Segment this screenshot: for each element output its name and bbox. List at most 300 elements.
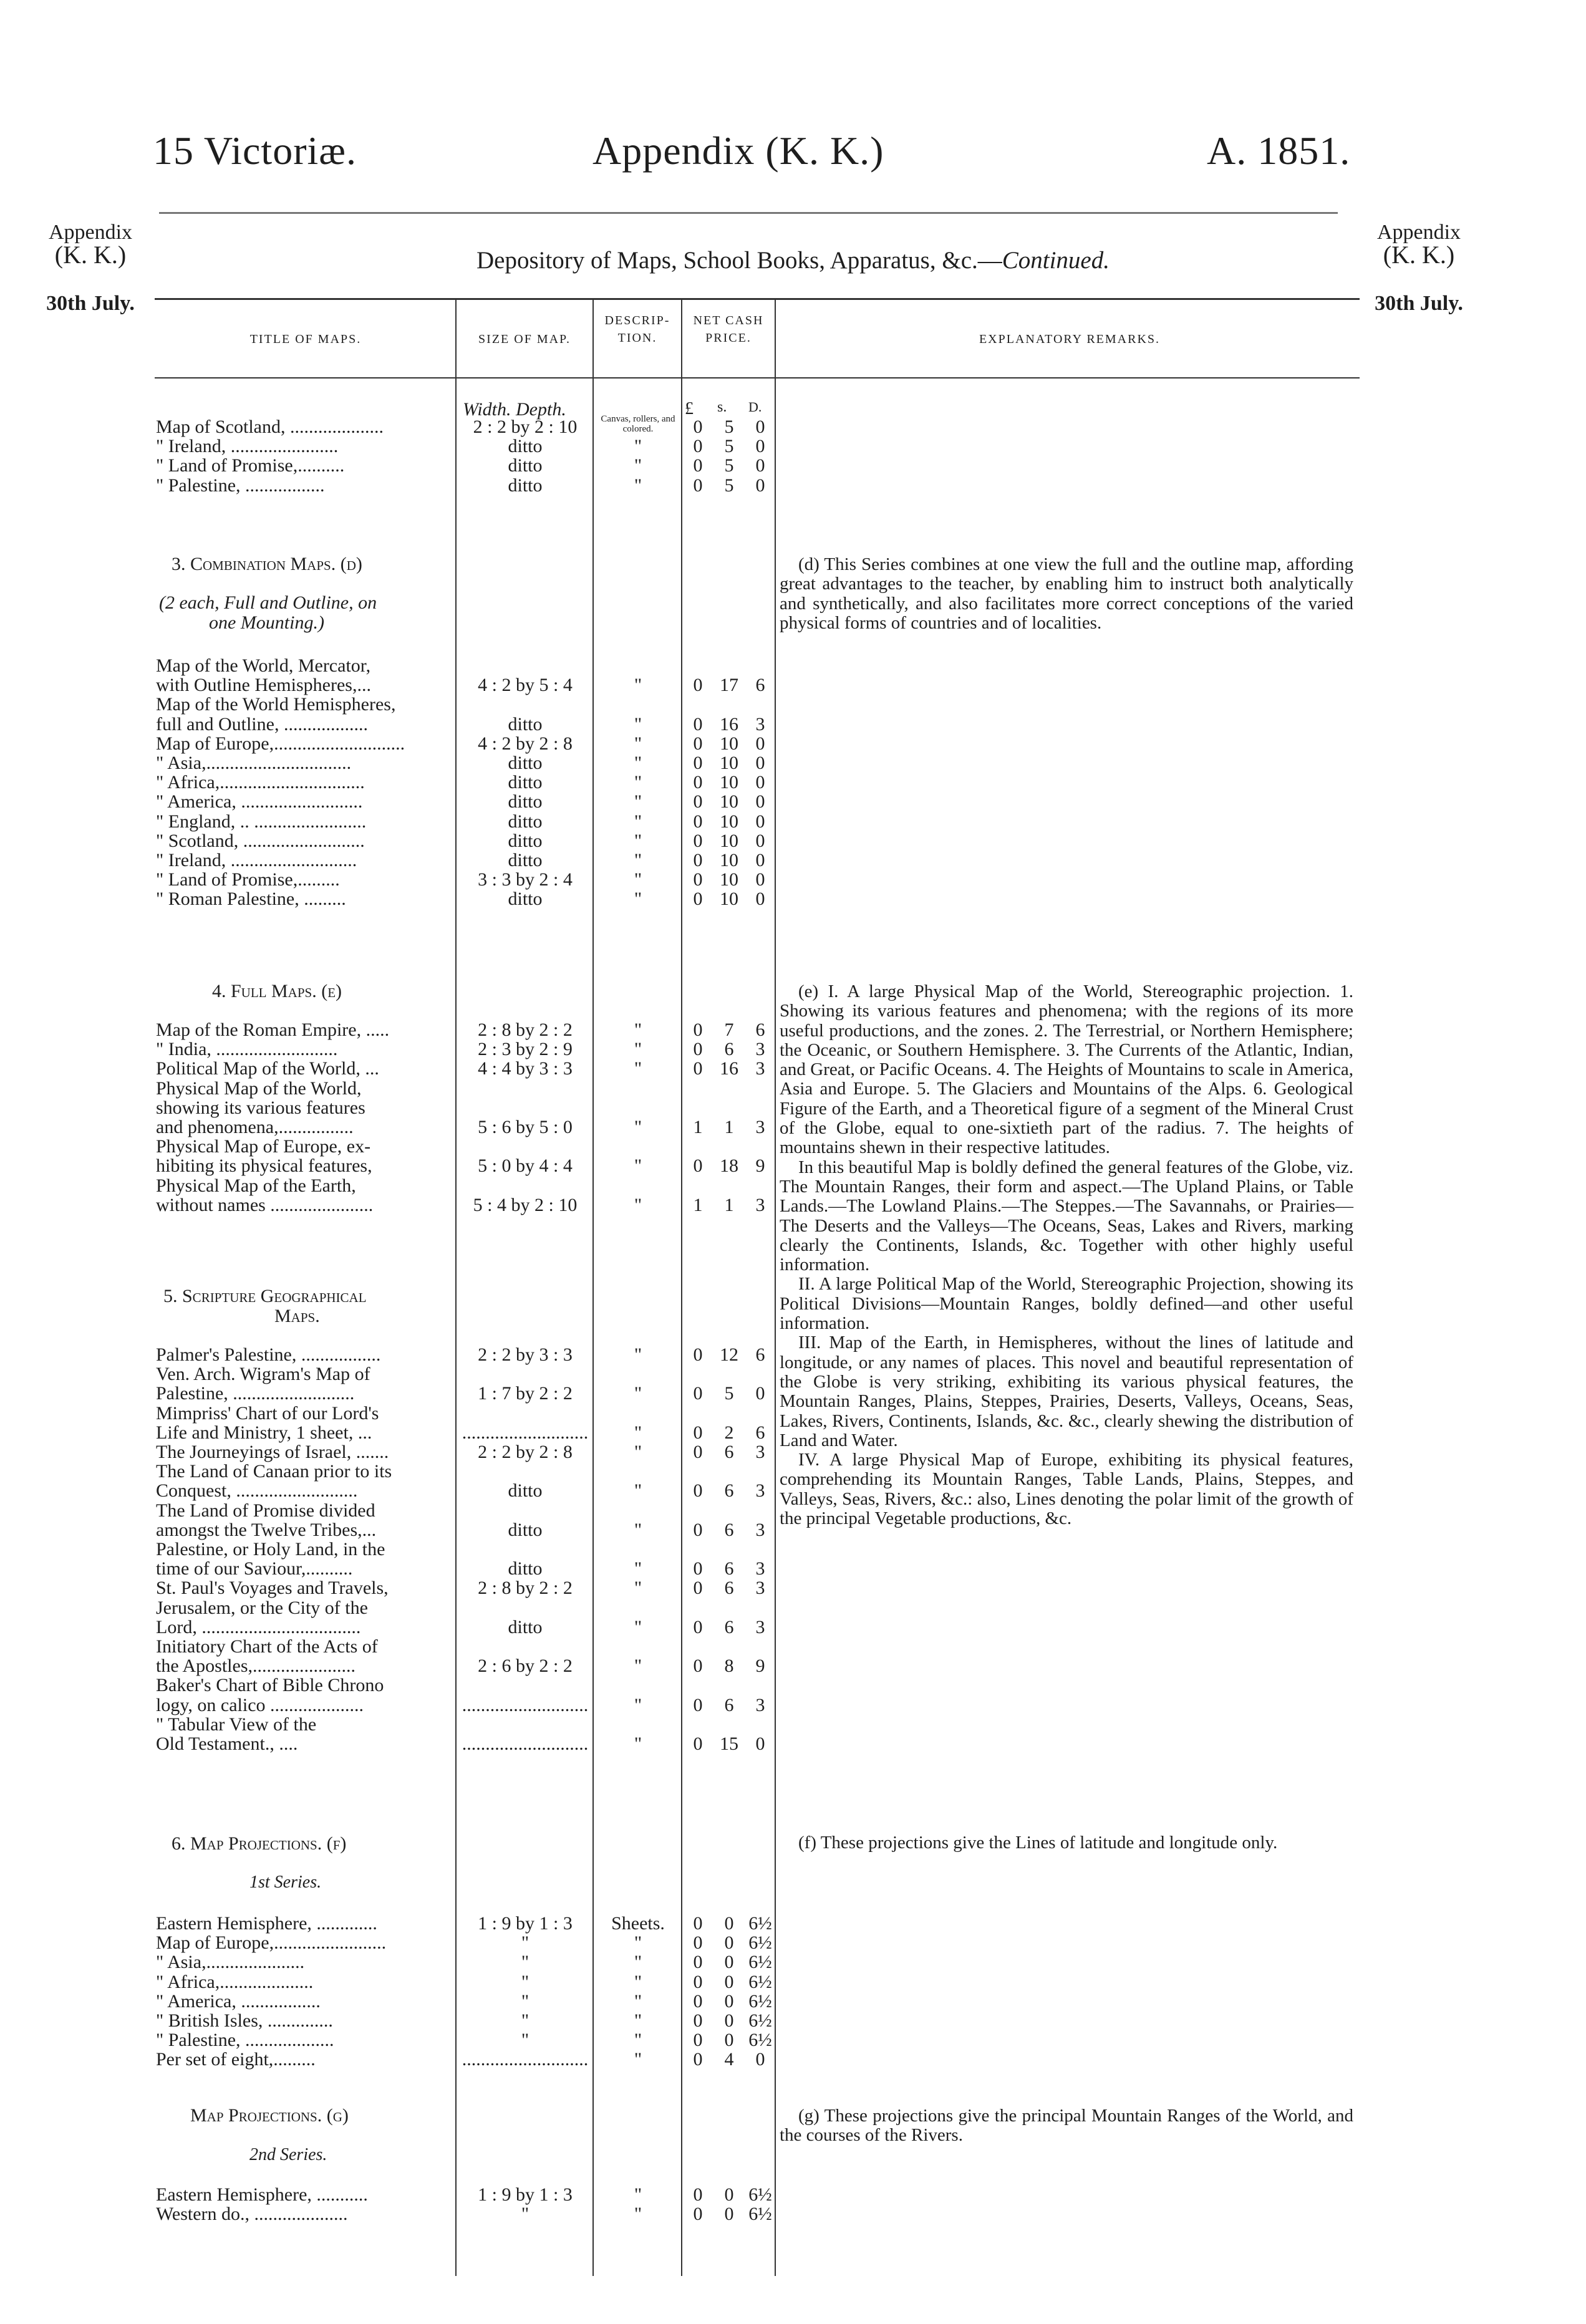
map-description: " <box>634 1442 642 1462</box>
price-pence: 6½ <box>748 1913 772 1934</box>
price-pence: 6 <box>755 1422 765 1443</box>
map-description: " <box>634 1971 642 1992</box>
price-pence: 6½ <box>748 2184 772 2205</box>
remark-e-1: (e) I. A large Physical Map of the World, Stereographic projection. 1. Showing its various features and phenomena; with the regions of its more useful productions, and the zones. 2. The Terrestrial, or Northern Hemisphere; the Oceanic, or Southern Hemisphere. 3. The Currents of the Atlantic, Indian, and Great, or Pacific Oceans. 4. The Heights of Mountains to scale in America, Asia and Europe. 5. The Glaciers and Mountains of the Alps. 6. Geological Figure of the Earth, and a Theoretical figure of a segment of the Mineral Crust of the Globe, equal to one-sixtieth part of the radius. 7. The heights of mountains shewn in their respective latitudes. <box>780 981 1353 1158</box>
map-size: ........................... <box>462 1733 589 1754</box>
price-shillings: 18 <box>720 1155 738 1177</box>
map-size: 5 : 0 by 4 : 4 <box>478 1155 573 1177</box>
remark-e-4: III. Map of the Earth, in Hemispheres, without the lines of latitude and longitude, or any names of places. This novel and beautiful representation of the Globe is very striking, exhibiting its various physical features, the Mountain Ranges, Plains, Steppes, Prairies, Deserts, Valleys, Oceans, Seas, Lakes, Rivers, Continents, Islands, &c. &c., clearly shewing the distribution of Land and Water. <box>780 1333 1353 1450</box>
map-description: " <box>634 889 642 910</box>
map-title: showing its various features <box>156 1097 365 1118</box>
price-pence: 0 <box>755 2049 765 2070</box>
price-pence: 6½ <box>748 1952 772 1973</box>
map-description: " <box>634 1616 642 1637</box>
section-7-series: 2nd Series. <box>249 2145 327 2164</box>
price-shillings: 10 <box>720 850 738 870</box>
map-description: " <box>634 2049 642 2070</box>
map-title: full and Outline, .................. <box>156 713 368 735</box>
map-title: Palestine, .......................... <box>156 1383 355 1404</box>
map-price <box>682 1676 776 1695</box>
price-pounds: 0 <box>693 436 703 457</box>
price-shillings: 10 <box>720 811 738 832</box>
price-pence: 0 <box>755 733 765 754</box>
map-size: " <box>521 1990 529 2012</box>
price-pence: 0 <box>755 455 765 476</box>
price-shillings: 16 <box>720 713 738 735</box>
map-description: " <box>634 713 642 735</box>
map-title: Map of the Roman Empire, ..... <box>156 1020 390 1040</box>
price-shillings: 5 <box>724 455 734 476</box>
price-pounds: 0 <box>693 675 703 696</box>
subtitle-continued: Continued. <box>1002 247 1110 274</box>
price-pounds: 0 <box>693 417 703 437</box>
map-size: ditto <box>508 791 543 812</box>
subtitle <box>0 241 1586 274</box>
map-size: " <box>521 2030 529 2051</box>
map-price <box>682 1404 776 1423</box>
map-description: " <box>634 850 642 870</box>
section-3-note-2: one Mounting.) <box>209 612 324 633</box>
map-size: 3 : 3 by 2 : 4 <box>478 869 573 890</box>
price-pounds: 0 <box>693 1480 703 1502</box>
map-size: 4 : 4 by 3 : 3 <box>478 1058 573 1079</box>
map-price <box>682 2050 776 2069</box>
price-shillings: 10 <box>720 753 738 773</box>
map-size: 2 : 8 by 2 : 2 <box>478 1020 573 1040</box>
map-description: Canvas, rollers, and colored. <box>601 414 675 434</box>
price-pounds: 0 <box>693 1733 703 1754</box>
col-header-title: TITLE OF MAPS. <box>249 332 362 346</box>
price-pence: 0 <box>755 475 765 496</box>
section-3-note-1: (2 each, Full and Outline, on <box>159 592 377 613</box>
map-description: " <box>634 1194 642 1215</box>
map-price <box>682 1059 776 1078</box>
map-title: " British Isles, .............. <box>156 2010 333 2031</box>
section-7-title: Map Projections. (g) <box>190 2105 349 2126</box>
map-size: 2 : 2 by 2 : 10 <box>473 417 578 437</box>
price-pence: 0 <box>755 772 765 793</box>
price-pounds: 1 <box>693 1194 703 1215</box>
map-price <box>682 1099 776 1117</box>
map-title: Physical Map of the Earth, <box>156 1175 356 1196</box>
price-pounds: 0 <box>693 1932 703 1954</box>
map-description: " <box>634 1694 642 1715</box>
map-title: " England, .. ........................ <box>156 811 367 832</box>
price-shillings: 0 <box>724 2204 734 2225</box>
map-price <box>682 1177 776 1195</box>
remark-d-text: (d) This Series combines at one view the full and the outline map, affording great advantages to the teacher, by enabling him to instruct both analytically and synthetically, and also facilitates more correct conceptions of the varied physical forms of countries and of localities. <box>780 554 1353 633</box>
map-title: St. Paul's Voyages and Travels, <box>156 1578 389 1599</box>
price-shillings: 4 <box>724 2049 734 2070</box>
map-size: ditto <box>508 455 543 476</box>
price-pounds: 0 <box>693 1039 703 1060</box>
price-pence: 0 <box>755 791 765 812</box>
price-shillings: 6 <box>724 1616 734 1637</box>
map-size: 4 : 2 by 5 : 4 <box>478 675 573 696</box>
map-description: " <box>634 455 642 476</box>
map-title: " India, .......................... <box>156 1039 338 1060</box>
price-shillings: 16 <box>720 1058 738 1079</box>
map-price <box>682 1696 776 1715</box>
price-shillings: 0 <box>724 1913 734 1934</box>
remark-f-text: (f) These projections give the Lines of latitude and longitude only. <box>798 1833 1278 1853</box>
map-title: " Palestine, ................. <box>156 475 325 496</box>
price-pounds: 0 <box>693 772 703 793</box>
map-description: " <box>634 830 642 851</box>
map-description: " <box>634 436 642 457</box>
map-title: Political Map of the World, ... <box>156 1058 379 1079</box>
price-shillings: 12 <box>720 1344 738 1365</box>
map-title: Old Testament., .... <box>156 1733 298 1754</box>
price-shillings: 10 <box>720 791 738 812</box>
price-pounds: 0 <box>693 455 703 476</box>
map-title: " Land of Promise,.......... <box>156 455 345 476</box>
map-price <box>682 2205 776 2224</box>
map-description: " <box>634 1558 642 1579</box>
price-shillings: 6 <box>724 1558 734 1579</box>
price-pence: 6 <box>755 675 765 696</box>
map-description: " <box>634 791 642 812</box>
price-pence: 0 <box>755 869 765 890</box>
map-description: " <box>634 1952 642 1973</box>
map-description: " <box>634 1656 642 1677</box>
price-pounds: 0 <box>693 2049 703 2070</box>
map-title: Baker's Chart of Bible Chrono <box>156 1675 384 1696</box>
side-appendix-right: Appendix <box>1376 221 1461 244</box>
map-size: ditto <box>508 713 543 735</box>
map-size: ditto <box>508 753 543 773</box>
price-pence: 0 <box>755 850 765 870</box>
price-pounds: 0 <box>693 713 703 735</box>
map-price <box>682 1482 776 1500</box>
price-pence: 6½ <box>748 2010 772 2031</box>
price-shillings: 0 <box>724 1990 734 2012</box>
map-size: ditto <box>508 1558 543 1579</box>
map-description: " <box>634 1020 642 1040</box>
header-center: Appendix (K. K.) <box>592 128 884 173</box>
price-pounds: 0 <box>693 753 703 773</box>
map-title: logy, on calico .................... <box>156 1694 364 1715</box>
map-price <box>682 1443 776 1462</box>
map-size: ........................... <box>462 1694 589 1715</box>
map-title: Eastern Hemisphere, ........... <box>156 2184 368 2205</box>
map-title: " Asia,............................... <box>156 753 352 773</box>
price-pence: 6 <box>755 1020 765 1040</box>
map-title: " Palestine, ................... <box>156 2030 334 2051</box>
table-top-rule <box>155 298 1360 300</box>
map-size: 5 : 4 by 2 : 10 <box>473 1194 578 1215</box>
price-pounds: 0 <box>693 811 703 832</box>
price-pence: 3 <box>755 1694 765 1715</box>
price-shillings: 10 <box>720 830 738 851</box>
map-size: " <box>521 1932 529 1954</box>
map-title: time of our Saviour,.......... <box>156 1558 353 1579</box>
map-price <box>682 1157 776 1175</box>
map-size: 1 : 9 by 1 : 3 <box>478 2184 573 2205</box>
map-title: Map of Scotland, .................... <box>156 417 384 437</box>
price-pounds: 0 <box>693 830 703 851</box>
map-size: ditto <box>508 1480 543 1502</box>
price-shillings: 10 <box>720 889 738 910</box>
map-price <box>682 657 776 675</box>
remark-d <box>780 555 1353 633</box>
units-pence: D. <box>748 399 762 415</box>
price-pounds: 0 <box>693 1578 703 1599</box>
side-kk-left: (K. K.) <box>54 241 127 269</box>
price-shillings: 2 <box>724 1422 734 1443</box>
section-6-series: 1st Series. <box>249 1873 322 1892</box>
remark-e <box>780 982 1353 1528</box>
map-title: Map of the World, Mercator, <box>156 655 371 676</box>
map-size: 2 : 2 by 3 : 3 <box>478 1344 573 1365</box>
map-size: ditto <box>508 772 543 793</box>
section-4-title: 4. Full Maps. (e) <box>212 981 342 1001</box>
map-size: ditto <box>508 830 543 851</box>
map-description: " <box>634 1932 642 1954</box>
map-price <box>682 1021 776 1039</box>
map-size: " <box>521 2010 529 2031</box>
map-price <box>682 793 776 811</box>
col-header-price: NET CASH PRICE. <box>693 314 764 345</box>
price-shillings: 8 <box>724 1656 734 1677</box>
price-pence: 6½ <box>748 2030 772 2051</box>
header-rule <box>159 212 1338 214</box>
map-title: Palestine, or Holy Land, in the <box>156 1539 385 1560</box>
price-pence: 0 <box>755 889 765 910</box>
map-title: " Africa,............................... <box>156 772 365 793</box>
map-title: The Land of Canaan prior to its <box>156 1461 392 1482</box>
map-title: " America, ................. <box>156 1990 321 2012</box>
map-price <box>682 1502 776 1520</box>
price-pence: 3 <box>755 1558 765 1579</box>
map-description: " <box>634 772 642 793</box>
header-right: A. 1851. <box>1207 128 1351 173</box>
map-title: " Scotland, .......................... <box>156 830 365 851</box>
price-pence: 6½ <box>748 1990 772 2012</box>
map-price <box>682 1560 776 1578</box>
price-pence: 0 <box>755 417 765 437</box>
price-shillings: 6 <box>724 1578 734 1599</box>
price-pounds: 0 <box>693 1058 703 1079</box>
map-price <box>682 1953 776 1972</box>
map-price <box>682 754 776 773</box>
map-description: " <box>634 869 642 890</box>
price-shillings: 10 <box>720 733 738 754</box>
price-pence: 0 <box>755 830 765 851</box>
map-description: " <box>634 675 642 696</box>
price-shillings: 10 <box>720 869 738 890</box>
map-title: Map of the World Hemispheres, <box>156 694 396 715</box>
map-size: " <box>521 2204 529 2225</box>
price-pence: 6½ <box>748 2204 772 2225</box>
map-description: " <box>634 1058 642 1079</box>
map-price <box>682 1346 776 1364</box>
map-price <box>682 2012 776 2030</box>
price-shillings: 6 <box>724 1519 734 1540</box>
map-size: ditto <box>508 1616 543 1637</box>
units-width-depth: Width. Depth. <box>463 399 566 420</box>
remark-g-text: (g) These projections give the principal Mountain Ranges of the World, and the courses of the Rivers. <box>780 2106 1353 2146</box>
map-price <box>682 812 776 831</box>
map-title: Jerusalem, or the City of the <box>156 1597 368 1618</box>
price-pounds: 0 <box>693 1155 703 1177</box>
price-shillings: 5 <box>724 1383 734 1404</box>
map-size: " <box>521 1971 529 1992</box>
map-title: " Asia,..................... <box>156 1952 305 1973</box>
map-size: " <box>521 1952 529 1973</box>
map-price <box>682 456 776 475</box>
remark-e-5: IV. A large Physical Map of Europe, exhibiting its physical features, comprehending its Mountain Ranges, Table Lands, Plains, Steppes, and Valleys, Seas, Rivers, &c.: also, Lines denoting the polar limit of the growth of the principal Vegetable productions, &c. <box>780 1450 1353 1529</box>
price-pence: 6 <box>755 1344 765 1365</box>
map-price <box>682 1934 776 1952</box>
price-pence: 3 <box>755 1480 765 1502</box>
price-pounds: 0 <box>693 1442 703 1462</box>
price-pence: 3 <box>755 713 765 735</box>
map-price <box>682 1599 776 1618</box>
map-title: the Apostles,...................... <box>156 1656 355 1677</box>
price-pence: 0 <box>755 436 765 457</box>
price-shillings: 6 <box>724 1039 734 1060</box>
map-description: " <box>634 2204 642 2225</box>
map-title: amongst the Twelve Tribes,... <box>156 1519 377 1540</box>
map-size: 5 : 6 by 5 : 0 <box>478 1117 573 1137</box>
price-pence: 6½ <box>748 1971 772 1992</box>
map-description: " <box>634 2184 642 2205</box>
map-price <box>682 1914 776 1933</box>
map-price <box>682 773 776 792</box>
section-3-title: 3. Combination Maps. (d) <box>172 554 362 574</box>
section-5-title-1: 5. Scripture Geographical <box>163 1286 367 1306</box>
map-price <box>682 1137 776 1156</box>
section-6-title: 6. Map Projections. (f) <box>172 1833 347 1854</box>
col-header-desc: DESCRIP- TION. <box>604 314 670 345</box>
map-price <box>682 2031 776 2050</box>
subtitle-text: Depository of Maps, School Books, Apparatus, &c.— <box>476 247 1002 274</box>
map-price <box>682 890 776 909</box>
map-price <box>682 1079 776 1098</box>
price-shillings: 5 <box>724 475 734 496</box>
price-shillings: 7 <box>724 1020 734 1040</box>
map-size: 2 : 2 by 2 : 8 <box>478 1442 573 1462</box>
map-price <box>682 1715 776 1734</box>
price-shillings: 6 <box>724 1694 734 1715</box>
map-title: " America, .......................... <box>156 791 363 812</box>
price-pounds: 0 <box>693 1656 703 1677</box>
map-size: ........................... <box>462 1422 589 1443</box>
price-pounds: 0 <box>693 733 703 754</box>
remark-e-3: II. A large Political Map of the World, Stereographic Projection, showing its Political Divisions—Mountain Ranges, boldly defined—and other useful information. <box>780 1274 1353 1334</box>
map-title: Map of Europe,............................ <box>156 733 405 754</box>
price-pounds: 0 <box>693 1616 703 1637</box>
map-title: and phenomena,................ <box>156 1117 354 1137</box>
price-pounds: 0 <box>693 1422 703 1443</box>
map-size: ditto <box>508 889 543 910</box>
price-shillings: 0 <box>724 1971 734 1992</box>
price-pence: 0 <box>755 753 765 773</box>
map-size: 2 : 6 by 2 : 2 <box>478 1656 573 1677</box>
price-pounds: 0 <box>693 1519 703 1540</box>
col-header-remarks: EXPLANATORY REMARKS. <box>979 332 1161 346</box>
price-pounds: 0 <box>693 475 703 496</box>
map-title: Conquest, .......................... <box>156 1480 358 1502</box>
map-description: " <box>634 2010 642 2031</box>
map-price <box>682 1196 776 1215</box>
map-price <box>682 851 776 870</box>
price-pounds: 0 <box>693 1913 703 1934</box>
map-description: " <box>634 475 642 496</box>
price-shillings: 0 <box>724 2184 734 2205</box>
map-size: ........................... <box>462 2049 589 2070</box>
map-description: " <box>634 811 642 832</box>
price-pounds: 0 <box>693 2184 703 2205</box>
map-price <box>682 418 776 436</box>
map-title: " Ireland, ........................... <box>156 850 357 870</box>
price-pence: 0 <box>755 1733 765 1754</box>
map-price <box>682 476 776 495</box>
map-description: " <box>634 1990 642 2012</box>
units-shillings: s. <box>717 399 727 415</box>
price-pence: 6½ <box>748 1932 772 1954</box>
price-shillings: 0 <box>724 2010 734 2031</box>
map-title: with Outline Hemispheres,... <box>156 675 371 696</box>
map-price <box>682 2186 776 2204</box>
map-title: Ven. Arch. Wigram's Map of <box>156 1364 370 1385</box>
map-title: " Roman Palestine, ......... <box>156 889 346 910</box>
map-description: " <box>634 733 642 754</box>
units-pounds: £ <box>685 399 694 418</box>
map-price <box>682 1637 776 1656</box>
map-description: " <box>634 1155 642 1177</box>
map-price <box>682 1040 776 1059</box>
price-shillings: 6 <box>724 1480 734 1502</box>
price-pounds: 0 <box>693 2030 703 2051</box>
price-pence: 3 <box>755 1578 765 1599</box>
price-shillings: 0 <box>724 1932 734 1954</box>
map-size: ditto <box>508 475 543 496</box>
price-pounds: 1 <box>693 1117 703 1137</box>
map-price <box>682 870 776 889</box>
map-title: Eastern Hemisphere, ............. <box>156 1913 377 1934</box>
price-shillings: 5 <box>724 436 734 457</box>
price-pence: 9 <box>755 1155 765 1177</box>
map-price <box>682 715 776 734</box>
map-title: " Tabular View of the <box>156 1714 317 1735</box>
map-price <box>682 1618 776 1637</box>
price-pence: 3 <box>755 1442 765 1462</box>
price-pounds: 0 <box>693 889 703 910</box>
price-shillings: 15 <box>720 1733 738 1754</box>
price-pence: 3 <box>755 1117 765 1137</box>
map-title: without names ...................... <box>156 1194 374 1215</box>
side-kk-right: (K. K.) <box>1383 241 1455 269</box>
map-description: Sheets. <box>611 1913 665 1934</box>
map-title: " Ireland, ....................... <box>156 436 339 457</box>
price-pounds: 0 <box>693 869 703 890</box>
map-title: Physical Map of the World, <box>156 1078 362 1099</box>
price-pence: 3 <box>755 1194 765 1215</box>
map-title: " Land of Promise,......... <box>156 869 340 890</box>
map-price <box>682 1540 776 1559</box>
map-title: Map of Europe,........................ <box>156 1932 387 1954</box>
map-size: ditto <box>508 850 543 870</box>
map-price <box>682 1365 776 1384</box>
map-title: Mimpriss' Chart of our Lord's <box>156 1402 379 1424</box>
map-description: " <box>634 1422 642 1443</box>
side-date-right: 30th July. <box>1375 292 1463 315</box>
price-pounds: 0 <box>693 1383 703 1404</box>
map-price <box>682 1657 776 1675</box>
price-shillings: 0 <box>724 1952 734 1973</box>
